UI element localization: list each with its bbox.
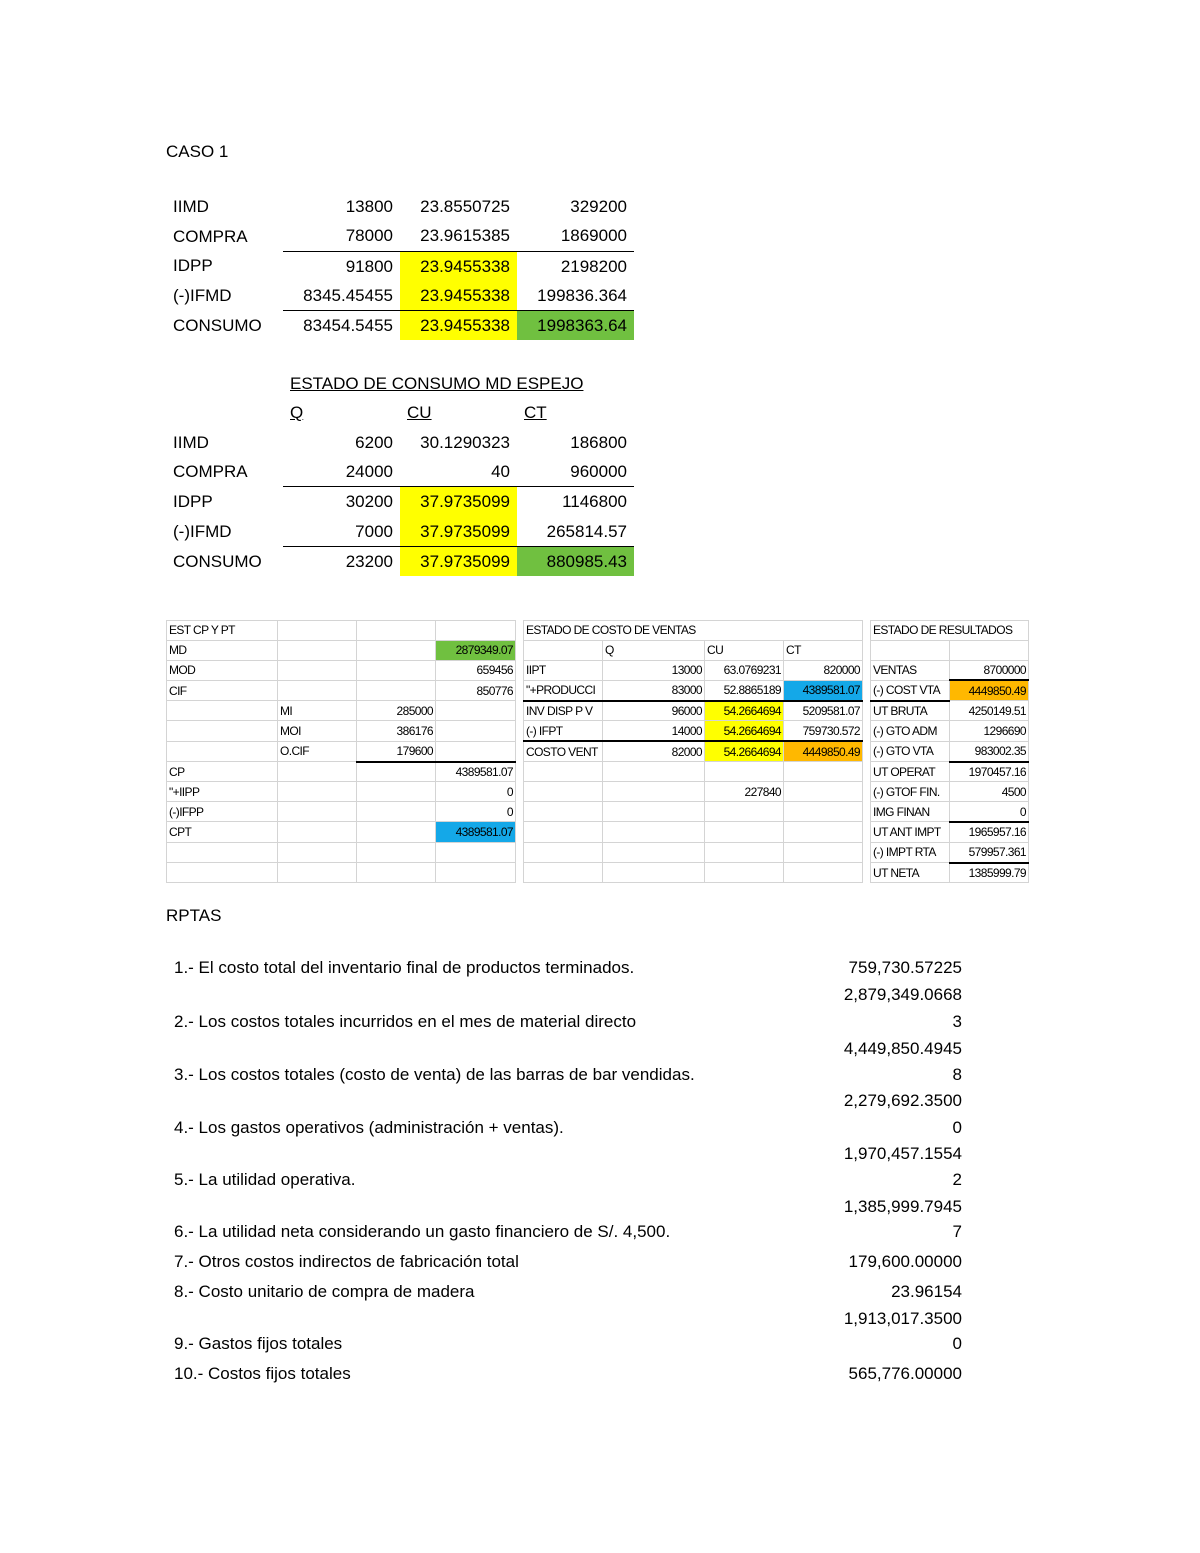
grid-cell: [524, 822, 603, 842]
column-gap: [516, 701, 524, 721]
table-row: [167, 721, 1029, 741]
total-cost-cell: 199836.364: [517, 281, 634, 311]
row-label: CONSUMO: [173, 316, 262, 336]
grid-cell: CPT: [167, 822, 278, 842]
col-header-ct: CT: [524, 403, 547, 423]
case-title: CASO 1: [166, 142, 229, 161]
table-row: [167, 640, 1029, 660]
answer-value: 759,730.57225: [848, 958, 962, 977]
unit-cost-cell: 23.9455338: [400, 281, 517, 311]
answer-value: 23.96154: [891, 1282, 962, 1301]
answer-question: 2.- Los costos totales incurridos en el mes de material directo: [174, 1012, 637, 1031]
table-row: [167, 701, 1029, 721]
grid-cell: [167, 741, 278, 761]
grid-cell: 4449850.49: [950, 680, 1029, 700]
table-row: [166, 251, 634, 281]
grid-cell: CIF: [167, 680, 278, 700]
grid-cell: 82000: [603, 741, 705, 761]
grid-cell: MOD: [167, 660, 278, 680]
table-row: [167, 741, 1029, 761]
grid-cell: (-)IFPP: [167, 802, 278, 822]
grid-cell: 1970457.16: [950, 762, 1029, 782]
unit-cost-cell: 23.9455338: [400, 311, 517, 341]
grid-cell: 2879349.07: [436, 640, 516, 660]
column-gap: [863, 863, 871, 883]
total-cost-cell: 1869000: [517, 221, 634, 251]
grid-cell: 54.2664694: [705, 741, 784, 761]
grid-cell: [357, 822, 436, 842]
table-row: [166, 311, 634, 341]
grid-cell: 820000: [784, 660, 863, 680]
table-row: [167, 660, 1029, 680]
grid-cell: (-) IFPT: [524, 721, 603, 741]
grid-cell: 4449850.49: [784, 741, 863, 761]
grid-cell: 1965957.16: [950, 822, 1029, 842]
grid-cell: 63.0769231: [705, 660, 784, 680]
column-gap: [516, 640, 524, 660]
grid-cell: [705, 822, 784, 842]
grid-cell: CU: [705, 640, 784, 660]
answer-value: 3: [952, 1012, 962, 1031]
grid-cell: [603, 842, 705, 862]
unit-cost-cell: 23.8550725: [420, 197, 510, 217]
grid-cell: [950, 640, 1029, 660]
grid-cell: UT ANT IMPT: [871, 822, 950, 842]
grid-cell: 0: [436, 802, 516, 822]
grid-cell: ESTADO DE RESULTADOS: [871, 621, 1029, 641]
grid-cell: Q: [603, 640, 705, 660]
table-row: [166, 457, 634, 487]
column-gap: [516, 660, 524, 680]
grid-cell: 54.2664694: [705, 701, 784, 721]
grid-cell: (-) IMPT RTA: [871, 842, 950, 862]
grid-cell: [436, 863, 516, 883]
answer-question: 1.- El costo total del inventario final de productos terminados.: [174, 958, 635, 977]
grid-cell: [524, 842, 603, 862]
grid-cell: [357, 621, 436, 641]
column-gap: [863, 701, 871, 721]
grid-cell: 759730.572: [784, 721, 863, 741]
answer-value: 0: [952, 1334, 962, 1353]
grid-cell: 4389581.07: [436, 822, 516, 842]
grid-cell: [278, 802, 357, 822]
answer-value: 1,385,999.7945: [843, 1197, 962, 1216]
answer-value: 179,600.00000: [848, 1252, 962, 1271]
grid-cell: [705, 842, 784, 862]
cost-statements-grid: [166, 620, 1029, 883]
grid-cell: [603, 863, 705, 883]
answer-question: 4.- Los gastos operativos (administración + ventas).: [174, 1118, 564, 1137]
grid-cell: IMG FINAN: [871, 802, 950, 822]
grid-cell: [278, 863, 357, 883]
column-gap: [863, 680, 871, 700]
answers-heading: RPTAS: [166, 906, 222, 925]
grid-cell: 13000: [603, 660, 705, 680]
col-header-q: Q: [290, 403, 304, 423]
table-row: [167, 802, 1029, 822]
answer-question: 7.- Otros costos indirectos de fabricación total: [174, 1252, 519, 1271]
grid-cell: [167, 721, 278, 741]
grid-cell: 386176: [357, 721, 436, 741]
grid-cell: [524, 640, 603, 660]
row-label: (-)IFMD: [173, 286, 232, 306]
qty-cell: 23200: [345, 551, 393, 571]
table-row: [166, 428, 634, 457]
column-gap: [863, 802, 871, 822]
row-label: COMPRA: [173, 462, 248, 482]
grid-cell: [603, 822, 705, 842]
grid-cell: 4500: [950, 782, 1029, 802]
grid-cell: [357, 802, 436, 822]
grid-cell: [357, 762, 436, 782]
column-gap: [516, 842, 524, 862]
unit-cost-cell: 37.9735099: [400, 487, 517, 517]
answer-value: 565,776.00000: [848, 1364, 962, 1383]
answer-value: 1,913,017.3500: [843, 1309, 962, 1328]
grid-cell: 14000: [603, 721, 705, 741]
table-row: [166, 221, 634, 251]
grid-cell: [357, 782, 436, 802]
column-gap: [863, 621, 871, 641]
grid-cell: CT: [784, 640, 863, 660]
column-gap: [863, 842, 871, 862]
column-gap: [516, 822, 524, 842]
column-gap: [516, 680, 524, 700]
row-label: COMPRA: [173, 226, 248, 246]
grid-cell: [278, 842, 357, 862]
grid-cell: CP: [167, 762, 278, 782]
total-cost-cell: 265814.57: [517, 516, 634, 546]
row-label: CONSUMO: [173, 551, 262, 571]
grid-cell: [436, 621, 516, 641]
grid-cell: [278, 621, 357, 641]
grid-cell: 4389581.07: [436, 762, 516, 782]
table-row: [167, 621, 1029, 641]
grid-cell: 179600: [357, 741, 436, 761]
row-label: IIMD: [173, 432, 209, 452]
grid-cell: 0: [436, 782, 516, 802]
column-gap: [863, 640, 871, 660]
answer-question: 8.- Costo unitario de compra de madera: [174, 1282, 475, 1301]
grid-cell: 96000: [603, 701, 705, 721]
table-heading-row: [166, 369, 634, 398]
unit-cost-cell: 30.1290323: [420, 432, 510, 452]
grid-cell: (-) COST VTA: [871, 680, 950, 700]
grid-cell: (-) GTOF FIN.: [871, 782, 950, 802]
qty-cell: 83454.5455: [303, 316, 393, 336]
answer-value: 2: [952, 1170, 962, 1189]
unit-cost-cell: 37.9735099: [400, 516, 517, 546]
row-label: IIMD: [173, 197, 209, 217]
column-gap: [863, 660, 871, 680]
answer-question: 9.- Gastos fijos totales: [174, 1334, 343, 1353]
qty-cell: 7000: [283, 516, 400, 546]
grid-cell: [278, 660, 357, 680]
grid-cell: [357, 660, 436, 680]
grid-cell: "+PRODUCCI: [524, 680, 603, 700]
answer-value: 4,449,850.4945: [843, 1039, 962, 1058]
grid-cell: [278, 640, 357, 660]
grid-cell: 0: [950, 802, 1029, 822]
qty-cell: 91800: [345, 256, 393, 276]
grid-cell: [278, 762, 357, 782]
table-row: [167, 680, 1029, 700]
grid-cell: 83000: [603, 680, 705, 700]
grid-cell: [167, 701, 278, 721]
grid-cell: [784, 782, 863, 802]
column-gap: [863, 782, 871, 802]
table-row: [167, 863, 1029, 883]
answer-question: 5.- La utilidad operativa.: [174, 1170, 356, 1189]
grid-cell: 285000: [357, 701, 436, 721]
grid-cell: [436, 701, 516, 721]
grid-cell: 227840: [705, 782, 784, 802]
grid-cell: VENTAS: [871, 660, 950, 680]
grid-cell: 8700000: [950, 660, 1029, 680]
table-row: [166, 516, 634, 546]
grid-cell: COSTO VENT: [524, 741, 603, 761]
table-row: [166, 192, 634, 221]
column-gap: [516, 762, 524, 782]
column-gap: [516, 782, 524, 802]
answer-value: 1,970,457.1554: [843, 1144, 962, 1163]
grid-cell: 850776: [436, 680, 516, 700]
consumption-table-mirror: [166, 369, 634, 576]
grid-cell: [357, 680, 436, 700]
column-gap: [863, 822, 871, 842]
total-cost-cell: 880985.43: [517, 546, 634, 576]
column-gap: [863, 741, 871, 761]
total-cost-cell: 1146800: [562, 492, 627, 512]
column-gap: [516, 721, 524, 741]
table-header-row: [166, 398, 634, 427]
qty-cell: 8345.45455: [283, 281, 400, 311]
grid-cell: [167, 842, 278, 862]
grid-cell: EST CP Y PT: [167, 621, 278, 641]
grid-cell: [524, 782, 603, 802]
unit-cost-cell: 37.9735099: [400, 546, 517, 576]
answer-value: 2,279,692.3500: [843, 1091, 962, 1110]
answer-question: 6.- La utilidad neta considerando un gasto financiero de S/. 4,500.: [174, 1222, 671, 1241]
unit-cost-cell: 23.9455338: [400, 251, 517, 281]
grid-cell: [524, 802, 603, 822]
grid-cell: MD: [167, 640, 278, 660]
grid-cell: 1296690: [950, 721, 1029, 741]
grid-cell: 579957.361: [950, 842, 1029, 862]
grid-cell: [784, 842, 863, 862]
grid-cell: [436, 842, 516, 862]
total-cost-cell: 960000: [517, 457, 634, 487]
col-header-cu: CU: [407, 403, 432, 423]
grid-cell: INV DISP P V: [524, 701, 603, 721]
answer-value: 2,879,349.0668: [843, 985, 962, 1004]
column-gap: [516, 802, 524, 822]
grid-cell: [357, 640, 436, 660]
answer-value: 7: [952, 1222, 962, 1241]
grid-cell: [278, 680, 357, 700]
qty-cell: 13800: [345, 197, 393, 217]
grid-cell: UT OPERAT: [871, 762, 950, 782]
table-row: [166, 487, 634, 517]
total-cost-cell: 1998363.64: [517, 311, 634, 341]
grid-cell: UT NETA: [871, 863, 950, 883]
grid-cell: 659456: [436, 660, 516, 680]
grid-cell: [784, 822, 863, 842]
qty-cell: 78000: [283, 221, 400, 251]
table-row: [167, 842, 1029, 862]
table-row: [167, 822, 1029, 842]
qty-cell: 30200: [345, 492, 393, 512]
grid-cell: [784, 802, 863, 822]
grid-cell: 4250149.51: [950, 701, 1029, 721]
row-label: (-)IFMD: [173, 521, 232, 541]
grid-cell: 52.8865189: [705, 680, 784, 700]
grid-cell: 4389581.07: [784, 680, 863, 700]
grid-cell: [524, 762, 603, 782]
grid-cell: MOI: [278, 721, 357, 741]
grid-cell: MI: [278, 701, 357, 721]
grid-cell: [524, 863, 603, 883]
answer-question: 3.- Los costos totales (costo de venta) de las barras de bar vendidas.: [174, 1065, 695, 1084]
grid-cell: O.CIF: [278, 741, 357, 761]
grid-cell: [436, 741, 516, 761]
unit-cost-cell: 23.9615385: [400, 221, 517, 251]
grid-cell: [436, 721, 516, 741]
column-gap: [516, 621, 524, 641]
grid-cell: [603, 762, 705, 782]
grid-cell: [784, 762, 863, 782]
grid-cell: [357, 842, 436, 862]
grid-cell: IIPT: [524, 660, 603, 680]
table-row: [167, 762, 1029, 782]
grid-cell: [705, 762, 784, 782]
column-gap: [516, 741, 524, 761]
grid-cell: 983002.35: [950, 741, 1029, 761]
grid-cell: (-) GTO ADM: [871, 721, 950, 741]
grid-cell: ESTADO DE COSTO DE VENTAS: [524, 621, 863, 641]
total-cost-cell: 186800: [570, 432, 627, 452]
total-cost-cell: 2198200: [560, 256, 627, 276]
total-cost-cell: 329200: [570, 197, 627, 217]
qty-cell: 24000: [283, 457, 400, 487]
grid-cell: [871, 640, 950, 660]
column-gap: [516, 863, 524, 883]
grid-cell: [167, 863, 278, 883]
answer-value: 8: [952, 1065, 962, 1084]
answer-question: 10.- Costos fijos totales: [174, 1364, 351, 1383]
grid-cell: "+IIPP: [167, 782, 278, 802]
grid-cell: 1385999.79: [950, 863, 1029, 883]
qty-cell: 6200: [355, 432, 393, 452]
answer-value: 0: [952, 1118, 962, 1137]
column-gap: [863, 762, 871, 782]
row-label: IDPP: [173, 492, 213, 512]
column-gap: [863, 721, 871, 741]
grid-cell: [603, 802, 705, 822]
grid-cell: [705, 802, 784, 822]
grid-cell: 54.2664694: [705, 721, 784, 741]
unit-cost-cell: 40: [400, 457, 517, 487]
grid-cell: [705, 863, 784, 883]
consumption-table-1: [166, 192, 634, 340]
table-row: [167, 782, 1029, 802]
grid-cell: [278, 822, 357, 842]
grid-cell: [278, 782, 357, 802]
grid-cell: UT BRUTA: [871, 701, 950, 721]
grid-cell: 5209581.07: [784, 701, 863, 721]
grid-cell: [603, 782, 705, 802]
table-row: [166, 281, 634, 311]
grid-cell: [784, 863, 863, 883]
row-label: IDPP: [173, 256, 213, 276]
grid-cell: [357, 863, 436, 883]
grid-cell: (-) GTO VTA: [871, 741, 950, 761]
table-row: [166, 546, 634, 576]
table-heading: ESTADO DE CONSUMO MD ESPEJO: [290, 374, 584, 394]
